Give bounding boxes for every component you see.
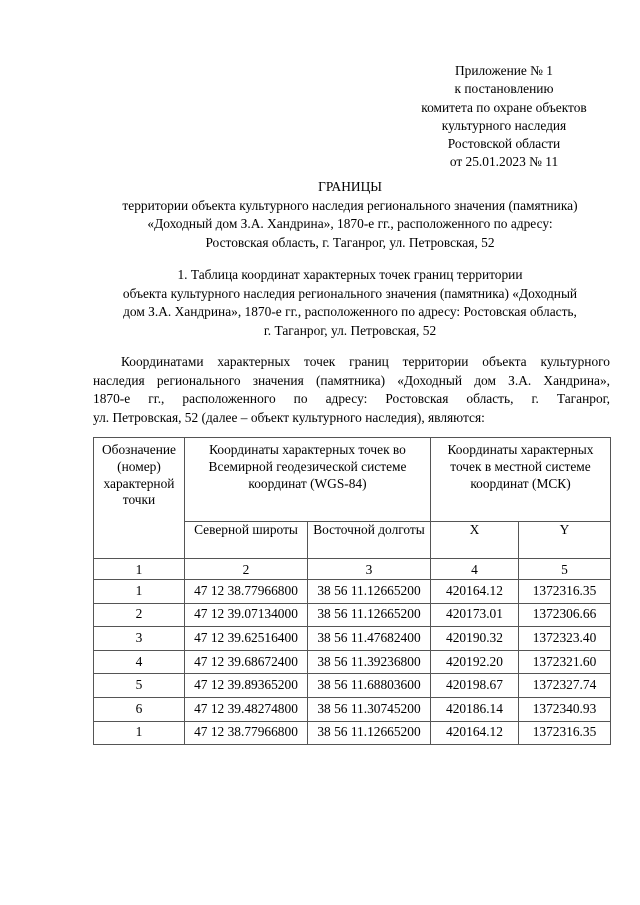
cell-x: 420190.32: [431, 627, 519, 651]
cell-east: 38 56 11.47682400: [308, 627, 431, 651]
cell-point: 3: [94, 627, 185, 651]
annex-line: Ростовской области: [447, 136, 561, 152]
table-column-numbers-row: [94, 559, 611, 580]
cell-y: 1372327.74: [519, 674, 611, 698]
annex-block: [392, 62, 616, 172]
cell-y: 1372316.35: [519, 721, 611, 745]
cell-y: 1372321.60: [519, 650, 611, 674]
table-row: [94, 580, 611, 604]
header-point-number: Обозначение (номер) характерной точки: [94, 438, 185, 559]
cell-north: 47 12 39.48274800: [185, 697, 308, 721]
coordinates-table: [93, 437, 611, 745]
cell-east: 38 56 11.12665200: [308, 580, 431, 604]
annex-line: от 25.01.2023 № 11: [449, 154, 559, 170]
cell-y: 1372316.35: [519, 580, 611, 604]
cell-east: 38 56 11.12665200: [308, 603, 431, 627]
cell-x: 420164.12: [431, 580, 519, 604]
cell-east: 38 56 11.30745200: [308, 697, 431, 721]
annex-line: комитета по охране объектов: [421, 99, 587, 115]
caption-line: дом З.А. Хандрина», 1870-е гг., расположенного по адресу: Ростовская область,: [123, 304, 577, 319]
table-row: [94, 627, 611, 651]
cell-north: 47 12 39.89365200: [185, 674, 308, 698]
table-row: [94, 674, 611, 698]
intro-paragraph: [93, 353, 610, 427]
cell-point: 4: [94, 650, 185, 674]
column-number: 1: [94, 559, 185, 580]
cell-point: 5: [94, 674, 185, 698]
annex-line: к постановлению: [454, 81, 554, 97]
title-line: территории объекта культурного наследия регионального значения (памятника): [122, 197, 578, 213]
column-number: 2: [185, 559, 308, 580]
header-east-longitude: Восточной долготы: [308, 522, 431, 559]
cell-north: 47 12 38.77966800: [185, 580, 308, 604]
column-number: 4: [431, 559, 519, 580]
cell-north: 47 12 39.62516400: [185, 627, 308, 651]
header-north-latitude: Северной широты: [185, 522, 308, 559]
cell-north: 47 12 39.68672400: [185, 650, 308, 674]
cell-point: 2: [94, 603, 185, 627]
cell-y: 1372306.66: [519, 603, 611, 627]
cell-point: 1: [94, 721, 185, 745]
cell-north: 47 12 38.77966800: [185, 721, 308, 745]
caption-line: 1. Таблица координат характерных точек границ территории: [177, 267, 523, 282]
cell-point: 6: [94, 697, 185, 721]
table-row: [94, 721, 611, 745]
document-title: [60, 178, 640, 252]
title-line: Ростовская область, г. Таганрог, ул. Петровская, 52: [205, 234, 495, 250]
header-msk: Координаты характерных точек в местной системе координат (МСК): [431, 438, 611, 522]
paragraph-line: ул. Петровская, 52 (далее – объект культурного наследия), являются:: [93, 409, 485, 425]
table-row: [94, 650, 611, 674]
paragraph-line: наследия регионального значения (памятника) «Доходный дом З.А. Хандрина»,: [93, 372, 610, 388]
table-row: [94, 697, 611, 721]
annex-line: Приложение № 1: [454, 63, 554, 78]
annex-line: культурного наследия: [441, 117, 567, 133]
cell-east: 38 56 11.68803600: [308, 674, 431, 698]
cell-east: 38 56 11.39236800: [308, 650, 431, 674]
table-header-row: [94, 438, 611, 522]
cell-north: 47 12 39.07134000: [185, 603, 308, 627]
column-number: 3: [308, 559, 431, 580]
header-y: Y: [519, 522, 611, 559]
header-wgs84: Координаты характерных точек во Всемирной геодезической системе координат (WGS-84): [185, 438, 431, 522]
caption-line: г. Таганрог, ул. Петровская, 52: [263, 322, 437, 338]
cell-x: 420192.20: [431, 650, 519, 674]
title-heading: ГРАНИЦЫ: [318, 179, 382, 194]
table-row: [94, 603, 611, 627]
cell-x: 420186.14: [431, 697, 519, 721]
cell-east: 38 56 11.12665200: [308, 721, 431, 745]
cell-y: 1372340.93: [519, 697, 611, 721]
paragraph-line: Координатами характерных точек границ территории объекта культурного: [121, 354, 610, 369]
paragraph-line: 1870-е гг., расположенного по адресу: Ростовская область, г. Таганрог,: [93, 391, 610, 406]
table-caption: [60, 266, 640, 340]
cell-y: 1372323.40: [519, 627, 611, 651]
header-x: X: [431, 522, 519, 559]
cell-point: 1: [94, 580, 185, 604]
cell-x: 420198.67: [431, 674, 519, 698]
cell-x: 420173.01: [431, 603, 519, 627]
cell-x: 420164.12: [431, 721, 519, 745]
column-number: 5: [519, 559, 611, 580]
title-line: «Доходный дом З.А. Хандрина», 1870-е гг., расположенного по адресу:: [147, 216, 553, 231]
caption-line: объекта культурного наследия регионального значения (памятника) «Доходный: [122, 285, 578, 301]
